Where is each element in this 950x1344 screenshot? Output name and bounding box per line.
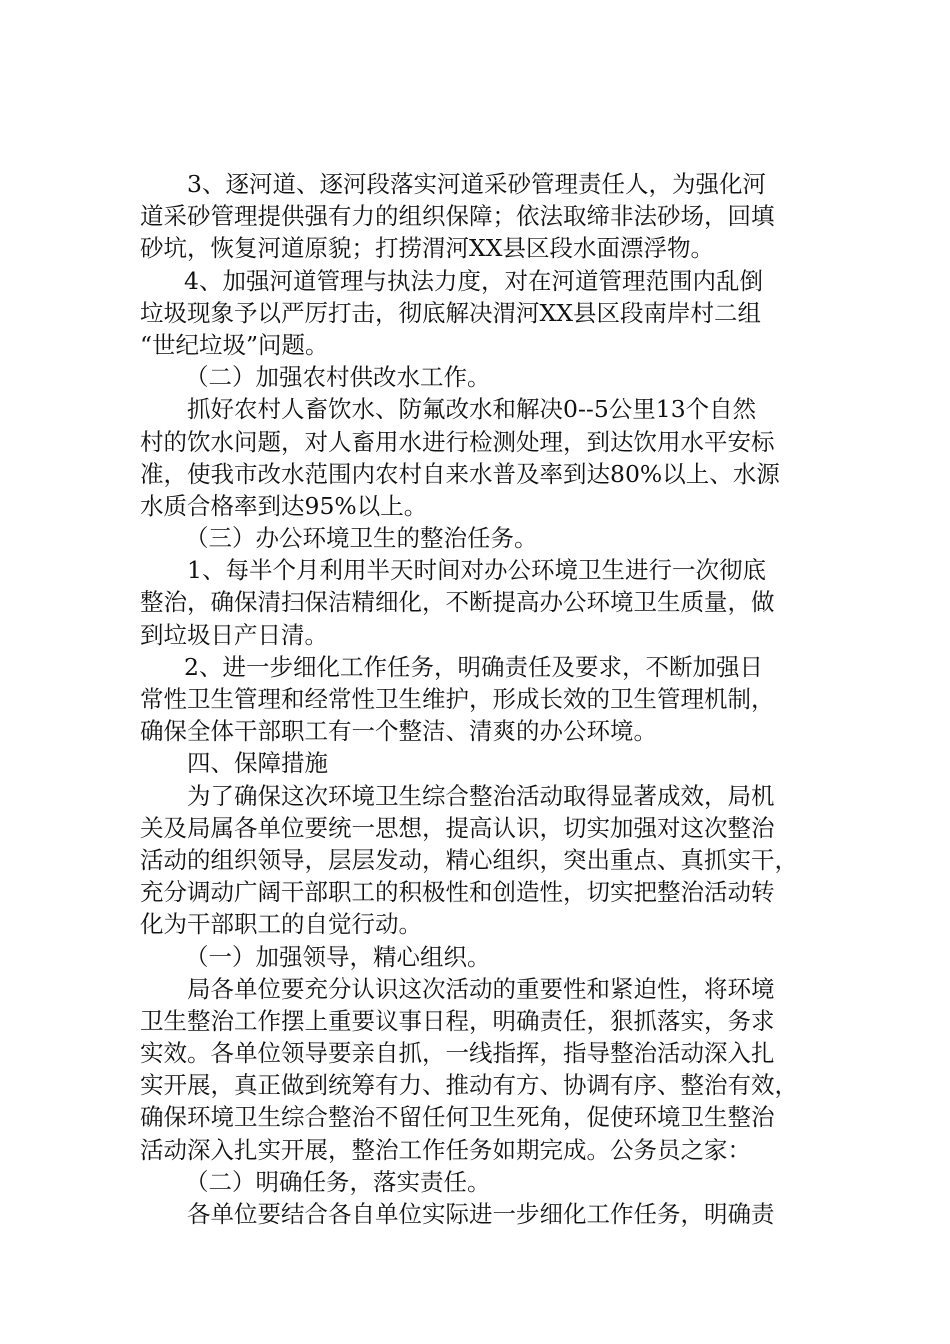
document-body [140,168,830,1230]
paragraph-line: 到垃圾日产日清。 [140,620,328,649]
section-heading: 四、保障措施 [187,749,328,778]
section-heading: （一）加强领导，精心组织。 [185,942,491,971]
paragraph-line: 实效。各单位领导要亲自抓，一线指挥，指导整治活动深入扎 [140,1039,775,1068]
paragraph-line: 活动的组织领导，层层发动，精心组织，突出重点、真抓实干， [140,845,798,874]
paragraph-line: 卫生整治工作摆上重要议事日程，明确责任，狠抓落实，务求 [140,1006,775,1035]
paragraph-line: 砂坑，恢复河道原貌；打捞渭河XX县区段水面漂浮物。 [140,234,714,263]
paragraph-line: 局各单位要充分认识这次活动的重要性和紧迫性，将环境 [187,974,775,1003]
paragraph-line: 3、逐河道、逐河段落实河道采砂管理责任人，为强化河 [187,170,766,198]
paragraph-line: 充分调动广阔干部职工的积极性和创造性，切实把整治活动转 [140,878,775,907]
paragraph-line: 村的饮水问题，对人畜用水进行检测处理，到达饮用水平安标 [140,427,775,456]
paragraph-line: 2、进一步细化工作任务，明确责任及要求，不断加强日 [184,652,763,681]
section-heading: （三）办公环境卫生的整治任务。 [185,524,538,553]
paragraph-line: 1、每半个月利用半天时间对办公环境卫生进行一次彻底 [187,556,766,585]
paragraph-line: 抓好农村人畜饮水、防氟改水和解决0--5公里13个自然 [187,395,757,424]
paragraph-line: 活动深入扎实开展，整治工作任务如期完成。公务员之家： [140,1135,751,1164]
paragraph-line: 确保全体干部职工有一个整洁、清爽的办公环境。 [140,717,657,746]
paragraph-line: 化为干部职工的自觉行动。 [140,910,422,939]
paragraph-line: 为了确保这次环境卫生综合整治活动取得显著成效，局机 [187,781,775,810]
paragraph-line: 实开展，真正做到统筹有力、推动有方、协调有序、整治有效， [140,1071,798,1100]
paragraph-line: 确保环境卫生综合整治不留任何卫生死角，促使环境卫生整治 [140,1103,775,1132]
paragraph-line: 垃圾现象予以严厉打击，彻底解决渭河XX县区段南岸村二组 [140,298,761,327]
paragraph-line: 水质合格率到达95%以上。 [140,491,428,520]
paragraph-line: 常性卫生管理和经常性卫生维护，形成长效的卫生管理机制， [140,685,775,713]
paragraph-line: 4、加强河道管理与执法力度，对在河道管理范围内乱倒 [184,266,763,295]
section-heading: （二）加强农村供改水工作。 [185,363,491,392]
paragraph-line: 关及局属各单位要统一思想，提高认识，切实加强对这次整治 [140,813,775,842]
paragraph-line: 各单位要结合各自单位实际进一步细化工作任务，明确责 [187,1200,775,1228]
paragraph-line: “世纪垃圾”问题。 [140,330,329,359]
paragraph-line: 准，使我市改水范围内农村自来水普及率到达80%以上、水源 [140,459,780,488]
section-heading: （二）明确任务，落实责任。 [185,1167,491,1196]
paragraph-line: 道采砂管理提供强有力的组织保障；依法取缔非法砂场，回填 [140,202,775,231]
paragraph-line: 整治，确保清扫保洁精细化，不断提高办公环境卫生质量，做 [140,588,775,617]
